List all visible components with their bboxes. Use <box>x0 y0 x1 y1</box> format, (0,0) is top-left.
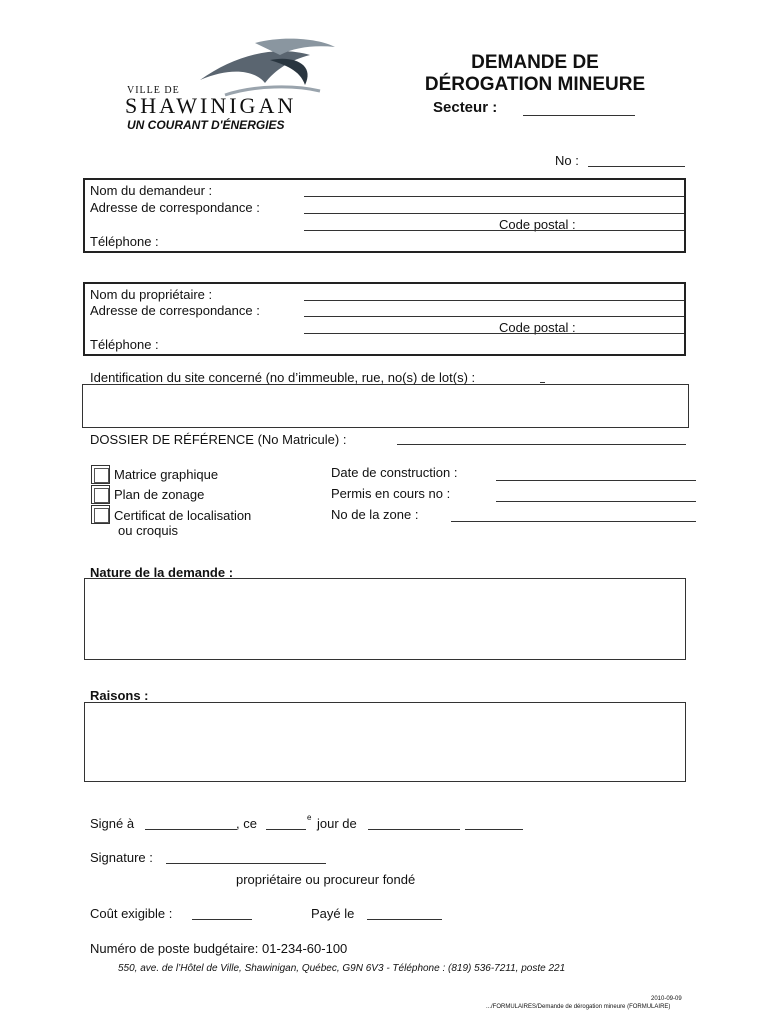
proprietaire-nom-label: Nom du propriétaire : <box>90 287 213 302</box>
footer-date: 2010-09-09 <box>651 996 682 1002</box>
checkbox-matrice[interactable] <box>91 465 110 484</box>
proprietaire-adresse-label: Adresse de correspondance : <box>90 303 260 318</box>
ce-field[interactable] <box>266 829 306 830</box>
paye-field[interactable] <box>367 919 442 920</box>
demandeur-adresse-field-2[interactable] <box>304 230 684 231</box>
no-field[interactable] <box>588 166 685 167</box>
checkbox-certificat-label-2: ou croquis <box>118 523 178 538</box>
footer-path: .../FORMULAIRES/Demande de dérogation mineure (FORMULAIRE) <box>486 1004 671 1010</box>
checkbox-matrice-label: Matrice graphique <box>114 467 219 482</box>
checkbox-certificat[interactable] <box>91 505 110 524</box>
jour-de-label: jour de <box>317 816 357 831</box>
demandeur-adresse-label: Adresse de correspondance : <box>90 200 260 215</box>
logo-tagline: UN COURANT D'ÉNERGIES <box>127 118 285 132</box>
secteur-label: Secteur : <box>433 99 498 116</box>
signe-a-field[interactable] <box>145 829 237 830</box>
city-logo <box>105 25 355 145</box>
zone-label: No de la zone : <box>331 507 419 522</box>
title-line1: DEMANDE DE <box>471 52 599 73</box>
checkbox-plan[interactable] <box>91 485 110 504</box>
logo-ville-de: VILLE DE <box>127 85 180 96</box>
permis-label: Permis en cours no : <box>331 486 451 501</box>
proprietaire-ou-label: propriétaire ou procureur fondé <box>236 872 416 887</box>
nature-textarea[interactable] <box>84 578 686 660</box>
raisons-textarea[interactable] <box>84 702 686 782</box>
title-line2: DÉROGATION MINEURE <box>424 74 646 95</box>
footer-address: 550, ave. de l’Hôtel de Ville, Shawinigan, Québec, G9N 6V3 - Téléphone : (819) 536-7211, poste 221 <box>118 963 566 974</box>
raisons-label: Raisons : <box>90 688 149 703</box>
proprietaire-nom-field[interactable] <box>304 300 684 301</box>
permis-field[interactable] <box>496 501 696 502</box>
proprietaire-adresse-field-1[interactable] <box>304 316 684 317</box>
signe-a-label: Signé à <box>90 816 135 831</box>
zone-field[interactable] <box>451 521 696 522</box>
annee-field[interactable] <box>465 829 523 830</box>
demandeur-adresse-field-1[interactable] <box>304 213 684 214</box>
signature-label: Signature : <box>90 850 153 865</box>
date-construction-field[interactable] <box>496 480 696 481</box>
proprietaire-telephone-label: Téléphone : <box>90 337 159 352</box>
checkbox-certificat-label: Certificat de localisation <box>114 508 252 523</box>
demandeur-nom-label: Nom du demandeur : <box>90 183 213 198</box>
no-label: No : <box>555 153 579 168</box>
proprietaire-code-postal-label: Code postal : <box>499 320 576 335</box>
proprietaire-adresse-field-2[interactable] <box>304 333 684 334</box>
checkbox-plan-label: Plan de zonage <box>114 487 205 502</box>
secteur-field[interactable] <box>523 115 635 116</box>
demandeur-nom-field[interactable] <box>304 196 684 197</box>
poste-budgetaire: Numéro de poste budgétaire: 01-234-60-100 <box>90 941 348 956</box>
dossier-label: DOSSIER DE RÉFÉRENCE (No Matricule) : <box>90 432 347 447</box>
paye-label: Payé le <box>311 906 355 921</box>
signature-field[interactable] <box>166 863 326 864</box>
demandeur-telephone-label: Téléphone : <box>90 234 159 249</box>
page-title <box>395 52 675 96</box>
ce-label: , ce <box>236 816 257 831</box>
nature-label: Nature de la demande : <box>90 565 234 580</box>
dossier-field[interactable] <box>397 444 686 445</box>
cout-field[interactable] <box>192 919 252 920</box>
demandeur-code-postal-label: Code postal : <box>499 217 576 232</box>
site-field-line <box>540 382 545 383</box>
date-construction-label: Date de construction : <box>331 465 458 480</box>
logo-city: SHAWINIGAN <box>125 93 297 118</box>
jour-field[interactable] <box>368 829 460 830</box>
cout-label: Coût exigible : <box>90 906 173 921</box>
site-label: Identification du site concerné (no d’immeuble, rue, no(s) de lot(s) : <box>90 370 476 385</box>
e-superscript: e <box>307 813 312 822</box>
site-textarea[interactable] <box>82 384 689 428</box>
